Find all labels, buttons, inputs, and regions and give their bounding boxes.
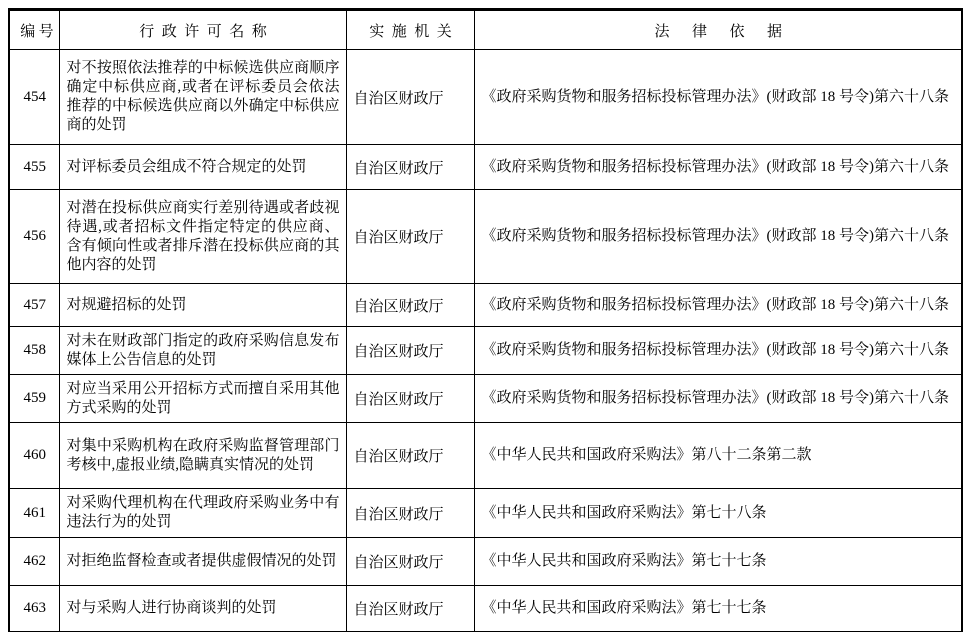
agency-cell: 自治区财政厅	[346, 423, 474, 489]
agency-cell: 自治区财政厅	[346, 489, 474, 538]
agency-cell: 自治区财政厅	[346, 145, 474, 190]
table-row	[9, 489, 962, 538]
header-permit-name: 行政许可名称	[59, 10, 346, 50]
permits-table	[8, 8, 963, 632]
legal-basis-cell: 《中华人民共和国政府采购法》第七十七条	[474, 586, 962, 632]
permit-name-cell: 对规避招标的处罚	[59, 284, 346, 327]
permit-name-cell: 对采购代理机构在代理政府采购业务中有违法行为的处罚	[59, 489, 346, 538]
table-row	[9, 375, 962, 423]
header-agency: 实施机关	[346, 10, 474, 50]
legal-basis-cell: 《政府采购货物和服务招标投标管理办法》(财政部 18 号令)第六十八条	[474, 284, 962, 327]
agency-cell: 自治区财政厅	[346, 50, 474, 145]
row-number-cell: 458	[9, 327, 59, 375]
row-number-cell: 456	[9, 190, 59, 284]
permit-name-cell: 对与采购人进行协商谈判的处罚	[59, 586, 346, 632]
table-row	[9, 586, 962, 632]
agency-cell: 自治区财政厅	[346, 284, 474, 327]
table-row	[9, 190, 962, 284]
table-row	[9, 284, 962, 327]
legal-basis-cell: 《政府采购货物和服务招标投标管理办法》(财政部 18 号令)第六十八条	[474, 327, 962, 375]
permit-name-cell: 对拒绝监督检查或者提供虚假情况的处罚	[59, 538, 346, 586]
legal-basis-cell: 《中华人民共和国政府采购法》第七十八条	[474, 489, 962, 538]
legal-basis-cell: 《中华人民共和国政府采购法》第七十七条	[474, 538, 962, 586]
legal-basis-cell: 《中华人民共和国政府采购法》第八十二条第二款	[474, 423, 962, 489]
agency-cell: 自治区财政厅	[346, 190, 474, 284]
permit-name-cell: 对未在财政部门指定的政府采购信息发布媒体上公告信息的处罚	[59, 327, 346, 375]
header-legal-basis: 法律依据	[474, 10, 962, 50]
row-number-cell: 457	[9, 284, 59, 327]
row-number-cell: 463	[9, 586, 59, 632]
table-row	[9, 327, 962, 375]
row-number-cell: 459	[9, 375, 59, 423]
legal-basis-cell: 《政府采购货物和服务招标投标管理办法》(财政部 18 号令)第六十八条	[474, 50, 962, 145]
permit-name-cell: 对评标委员会组成不符合规定的处罚	[59, 145, 346, 190]
permit-name-cell: 对不按照依法推荐的中标候选供应商顺序确定中标供应商,或者在评标委员会依法推荐的中标候选供应商以外确定中标供应商的处罚	[59, 50, 346, 145]
table-row	[9, 538, 962, 586]
row-number-cell: 461	[9, 489, 59, 538]
agency-cell: 自治区财政厅	[346, 586, 474, 632]
table-row	[9, 145, 962, 190]
agency-cell: 自治区财政厅	[346, 538, 474, 586]
table-row	[9, 423, 962, 489]
table-header-row	[9, 10, 962, 50]
agency-cell: 自治区财政厅	[346, 327, 474, 375]
legal-basis-cell: 《政府采购货物和服务招标投标管理办法》(财政部 18 号令)第六十八条	[474, 190, 962, 284]
legal-basis-cell: 《政府采购货物和服务招标投标管理办法》(财政部 18 号令)第六十八条	[474, 375, 962, 423]
legal-basis-cell: 《政府采购货物和服务招标投标管理办法》(财政部 18 号令)第六十八条	[474, 145, 962, 190]
row-number-cell: 462	[9, 538, 59, 586]
row-number-cell: 455	[9, 145, 59, 190]
header-number: 编号	[9, 10, 59, 50]
agency-cell: 自治区财政厅	[346, 375, 474, 423]
row-number-cell: 460	[9, 423, 59, 489]
row-number-cell: 454	[9, 50, 59, 145]
permit-name-cell: 对潜在投标供应商实行差别待遇或者歧视待遇,或者招标文件指定特定的供应商、含有倾向性或者排斥潜在投标供应商的其他内容的处罚	[59, 190, 346, 284]
permit-name-cell: 对集中采购机构在政府采购监督管理部门考核中,虚报业绩,隐瞒真实情况的处罚	[59, 423, 346, 489]
permit-name-cell: 对应当采用公开招标方式而擅自采用其他方式采购的处罚	[59, 375, 346, 423]
table-row	[9, 50, 962, 145]
